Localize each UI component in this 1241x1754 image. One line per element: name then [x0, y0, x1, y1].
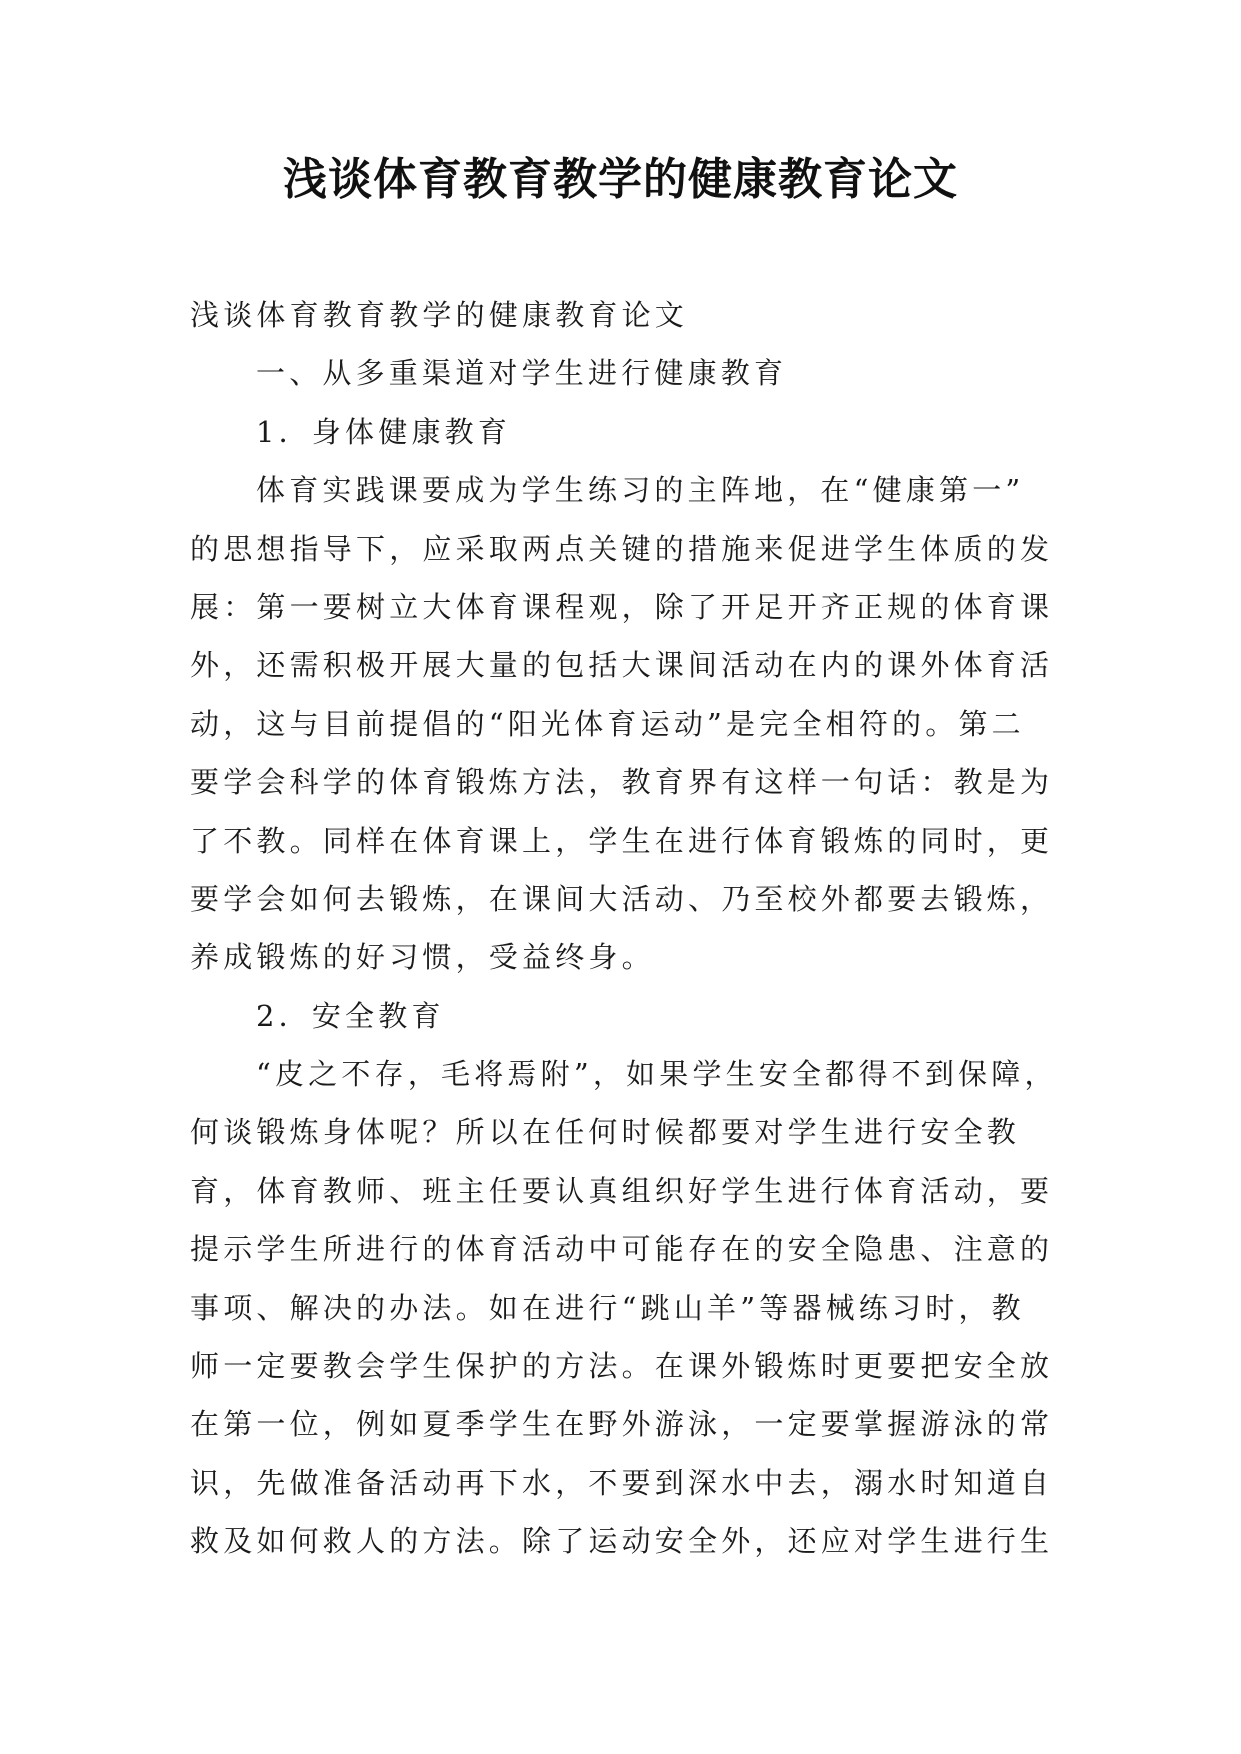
paragraph-line: 要学会科学的体育锻炼方法，教育界有这样一句话：教是为	[190, 765, 1054, 800]
paragraph-line: 的思想指导下，应采取两点关键的措施来促进学生体质的发	[190, 531, 1054, 566]
subsection-heading-1: 1．身体健康教育	[256, 414, 512, 449]
paragraph-line: 体育实践课要成为学生练习的主阵地，在“健康第一”	[256, 473, 1025, 508]
paragraph-line: 育，体育教师、班主任要认真组织好学生进行体育活动，要	[190, 1173, 1054, 1208]
paragraph-line: 提示学生所进行的体育活动中可能存在的安全隐患、注意的	[190, 1232, 1054, 1267]
paragraph-line: 事项、解决的办法。如在进行“跳山羊”等器械练习时，教	[190, 1290, 1025, 1325]
paragraph-line: “皮之不存，毛将焉附”，如果学生安全都得不到保障，	[256, 1057, 1058, 1092]
paragraph-line: 外，还需积极开展大量的包括大课间活动在内的课外体育活	[190, 648, 1054, 683]
paragraph-line: 救及如何救人的方法。除了运动安全外，还应对学生进行生	[190, 1524, 1054, 1559]
paragraph-line: 要学会如何去锻炼，在课间大活动、乃至校外都要去锻炼，	[190, 881, 1054, 916]
paragraph-line: 何谈锻炼身体呢？所以在任何时候都要对学生进行安全教	[190, 1115, 1021, 1150]
document-title: 浅谈体育教育教学的健康教育论文	[283, 154, 958, 205]
subsection-heading-2: 2．安全教育	[256, 998, 445, 1033]
body-line-heading: 浅谈体育教育教学的健康教育论文	[190, 298, 689, 332]
paragraph-line: 了不教。同样在体育课上，学生在进行体育锻炼的同时，更	[190, 823, 1054, 858]
paragraph-line: 师一定要教会学生保护的方法。在课外锻炼时更要把安全放	[190, 1349, 1054, 1384]
paragraph-line: 养成锻炼的好习惯，受益终身。	[190, 940, 655, 975]
paragraph-line: 在第一位，例如夏季学生在野外游泳，一定要掌握游泳的常	[190, 1407, 1054, 1442]
paragraph-line: 展：第一要树立大体育课程观，除了开足开齐正规的体育课	[190, 589, 1054, 624]
document-body	[190, 286, 1058, 1571]
paragraph-line: 识，先做准备活动再下水，不要到深水中去，溺水时知道自	[190, 1465, 1054, 1500]
section-heading-1: 一、从多重渠道对学生进行健康教育	[256, 356, 788, 391]
paragraph-line: 动，这与目前提倡的“阳光体育运动”是完全相符的。第二	[190, 706, 1025, 741]
